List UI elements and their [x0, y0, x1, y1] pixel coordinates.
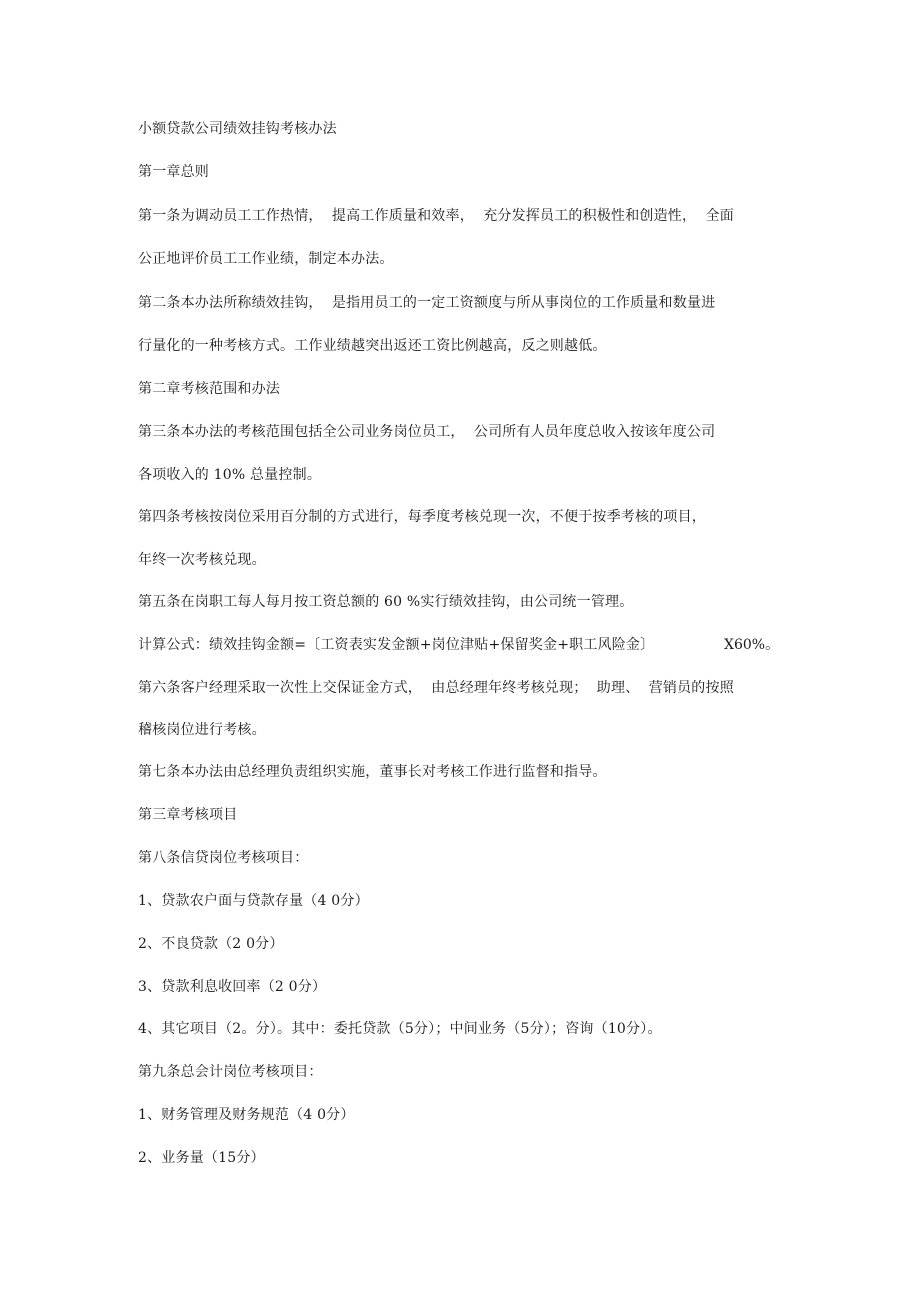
paragraph-line: 第四条考核按岗位采用百分制的方式进行，每季度考核兑现一次，不便于按季考核的项目， [138, 509, 706, 525]
paragraph-line: 第八条信贷岗位考核项目： [138, 850, 309, 866]
list-item: 2、业务量（15分） [138, 1150, 265, 1166]
list-item: 4、其它项目（2。分）。其中：委托贷款（5分）；中间业务（5分）；咨询（10分）。 [138, 1021, 662, 1037]
paragraph-line: 行量化的一种考核方式。工作业绩越突出返还工资比例越高，反之则越低。 [138, 338, 607, 354]
list-item: 3、贷款利息收回率（2 0分） [138, 979, 327, 995]
paragraph-line: 第一条为调动员工工作热情， 提高工作质量和效率， 充分发挥员工的积极性和创造性， 全面 [138, 208, 734, 224]
paragraph-line: 第二条本办法所称绩效挂钩， 是指用员工的一定工资额度与所从事岗位的工作质量和数量进 [138, 295, 716, 311]
chapter-heading-2: 第二章考核范围和办法 [138, 381, 280, 397]
list-item: 2、不良贷款（2 0分） [138, 936, 284, 952]
list-item: 1、财务管理及财务规范（4 0分） [138, 1107, 355, 1123]
formula-multiplier: X60%。 [724, 637, 780, 653]
paragraph-line: 第三条本办法的考核范围包括全公司业务岗位员工， 公司所有人员年度总收入按该年度公司 [138, 424, 716, 440]
paragraph-line: 第七条本办法由总经理负责组织实施，董事长对考核工作进行监督和指导。 [138, 764, 607, 780]
paragraph-line: 各项收入的 10% 总量控制。 [138, 467, 322, 483]
document-title: 小额贷款公司绩效挂钩考核办法 [138, 121, 337, 137]
list-item: 1、贷款农户面与贷款存量（4 0分） [138, 893, 369, 909]
chapter-heading-1: 第一章总则 [138, 164, 209, 180]
paragraph-line: 第九条总会计岗位考核项目： [138, 1064, 323, 1080]
paragraph-line: 第六条客户经理采取一次性上交保证金方式， 由总经理年终考核兑现； 助理、 营销员的按照 [138, 680, 734, 696]
formula-line: 计算公式：绩效挂钩金额=〔工资表实发金额+岗位津贴+保留奖金+职工风险金〕 [138, 637, 655, 653]
chapter-heading-3: 第三章考核项目 [138, 807, 238, 823]
paragraph-line: 稽核岗位进行考核。 [138, 722, 266, 738]
paragraph-line: 年终一次考核兑现。 [138, 552, 266, 568]
paragraph-line: 第五条在岗职工每人每月按工资总额的 60 %实行绩效挂钩，由公司统一管理。 [138, 594, 634, 610]
paragraph-line: 公正地评价员工工作业绩，制定本办法。 [138, 251, 394, 267]
